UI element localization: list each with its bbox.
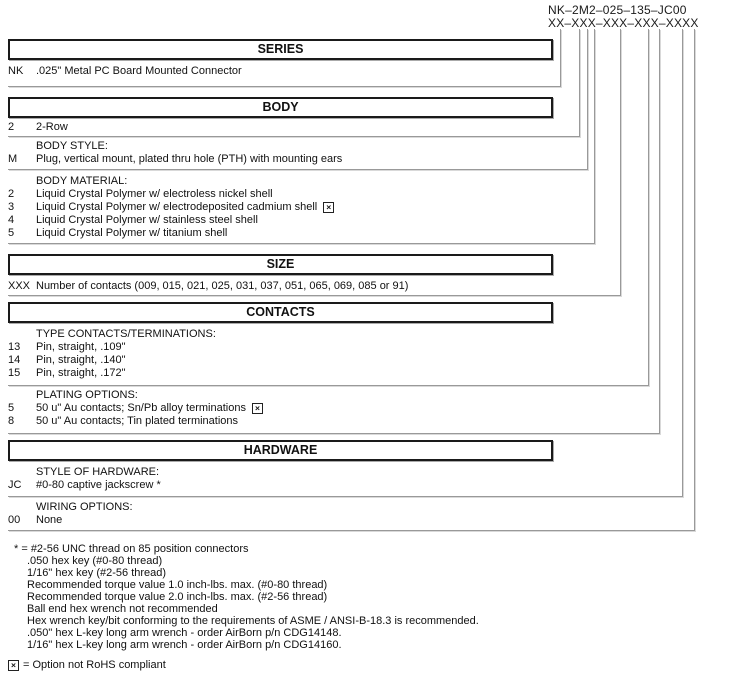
section-header-size: SIZE <box>8 254 553 275</box>
option-desc: None <box>36 514 63 526</box>
option-row-body-material <box>8 201 334 213</box>
option-desc: Liquid Crystal Polymer w/ electrodeposited cadmium shell <box>36 201 318 213</box>
option-desc: .025" Metal PC Board Mounted Connector <box>36 65 242 77</box>
rohs-legend-text: = Option not RoHS compliant <box>23 659 166 671</box>
option-desc: Number of contacts (009, 015, 021, 025, 031, 037, 051, 065, 069, 085 or 91) <box>36 280 409 292</box>
not-rohs-icon: × <box>8 660 19 671</box>
option-row-contact-type <box>8 354 126 366</box>
option-desc: Pin, straight, .172" <box>36 367 126 379</box>
option-desc: Liquid Crystal Polymer w/ stainless steel shell <box>36 214 258 226</box>
section-header-series: SERIES <box>8 39 553 60</box>
option-code: 13 <box>8 341 21 353</box>
part-number-mask: XX–XXX–XXX–XXX–XXXX <box>548 16 699 30</box>
option-code: NK <box>8 65 24 77</box>
option-code: M <box>8 153 18 165</box>
option-desc: Liquid Crystal Polymer w/ electroless nickel shell <box>36 188 273 200</box>
option-code: JC <box>8 479 22 491</box>
option-desc: Plug, vertical mount, plated thru hole (PTH) with mounting ears <box>36 153 343 165</box>
option-row-contact-type <box>8 341 126 353</box>
option-code: 14 <box>8 354 21 366</box>
option-code: 2 <box>8 121 15 133</box>
footnote-line: .050 hex key (#0-80 thread) <box>27 555 163 567</box>
option-row-body-material <box>8 214 258 226</box>
group-label-body-style: BODY STYLE: <box>36 140 108 152</box>
option-code: 5 <box>8 402 15 414</box>
footnote-line: Recommended torque value 1.0 inch-lbs. max. (#0-80 thread) <box>27 579 328 591</box>
option-desc: Pin, straight, .109" <box>36 341 126 353</box>
option-row-body-style <box>8 153 342 165</box>
option-code: 00 <box>8 514 21 526</box>
option-row-body-material <box>8 227 227 239</box>
group-label-wiring-options: WIRING OPTIONS: <box>36 501 133 513</box>
group-label-contact-type: TYPE CONTACTS/TERMINATIONS: <box>36 328 216 340</box>
footnote-line: Recommended torque value 2.0 inch-lbs. max. (#2-56 thread) <box>27 591 328 603</box>
option-desc: #0-80 captive jackscrew * <box>36 479 161 491</box>
option-row-body-rows <box>8 121 68 133</box>
footnote-line: .050" hex L-key long arm wrench - order AirBorn p/n CDG14148. <box>27 627 342 639</box>
footnote-line: 1/16" hex key (#2-56 thread) <box>27 567 167 579</box>
footnote-line: 1/16" hex L-key long arm wrench - order AirBorn p/n CDG14160. <box>27 639 342 651</box>
group-label-plating: PLATING OPTIONS: <box>36 389 138 401</box>
group-label-body-material: BODY MATERIAL: <box>36 175 128 187</box>
option-row-contact-type <box>8 367 126 379</box>
option-row-hardware-style <box>8 479 161 491</box>
option-code: 8 <box>8 415 15 427</box>
rohs-legend <box>8 659 166 671</box>
option-code: XXX <box>8 280 31 292</box>
option-code: 2 <box>8 188 15 200</box>
footnote-line: Ball end hex wrench not recommended <box>27 603 218 615</box>
option-row-wiring <box>8 514 62 526</box>
part-number-example: NK–2M2–025–135–JC00 <box>548 3 687 17</box>
option-code: 5 <box>8 227 15 239</box>
option-code: 4 <box>8 214 15 226</box>
option-row-plating <box>8 402 263 414</box>
option-code: 3 <box>8 201 15 213</box>
option-desc: 50 u" Au contacts; Sn/Pb alloy terminations <box>36 402 246 414</box>
section-header-hardware: HARDWARE <box>8 440 553 461</box>
option-desc: 2-Row <box>36 121 68 133</box>
option-desc: Liquid Crystal Polymer w/ titanium shell <box>36 227 228 239</box>
section-header-body: BODY <box>8 97 553 118</box>
group-label-hardware-style: STYLE OF HARDWARE: <box>36 466 160 478</box>
not-rohs-icon: × <box>323 202 334 213</box>
option-row-series <box>8 65 242 77</box>
option-row-plating <box>8 415 238 427</box>
option-desc: 50 u" Au contacts; Tin plated terminations <box>36 415 239 427</box>
option-row-size <box>8 280 408 292</box>
section-header-contacts: CONTACTS <box>8 302 553 323</box>
option-code: 15 <box>8 367 21 379</box>
option-desc: Pin, straight, .140" <box>36 354 126 366</box>
footnote-lead: * = #2-56 UNC thread on 85 position connectors <box>14 543 249 555</box>
footnote-line: Hex wrench key/bit conforming to the requirements of ASME / ANSI-B-18.3 is recommended. <box>27 615 479 627</box>
option-row-body-material <box>8 188 273 200</box>
not-rohs-icon: × <box>252 403 263 414</box>
